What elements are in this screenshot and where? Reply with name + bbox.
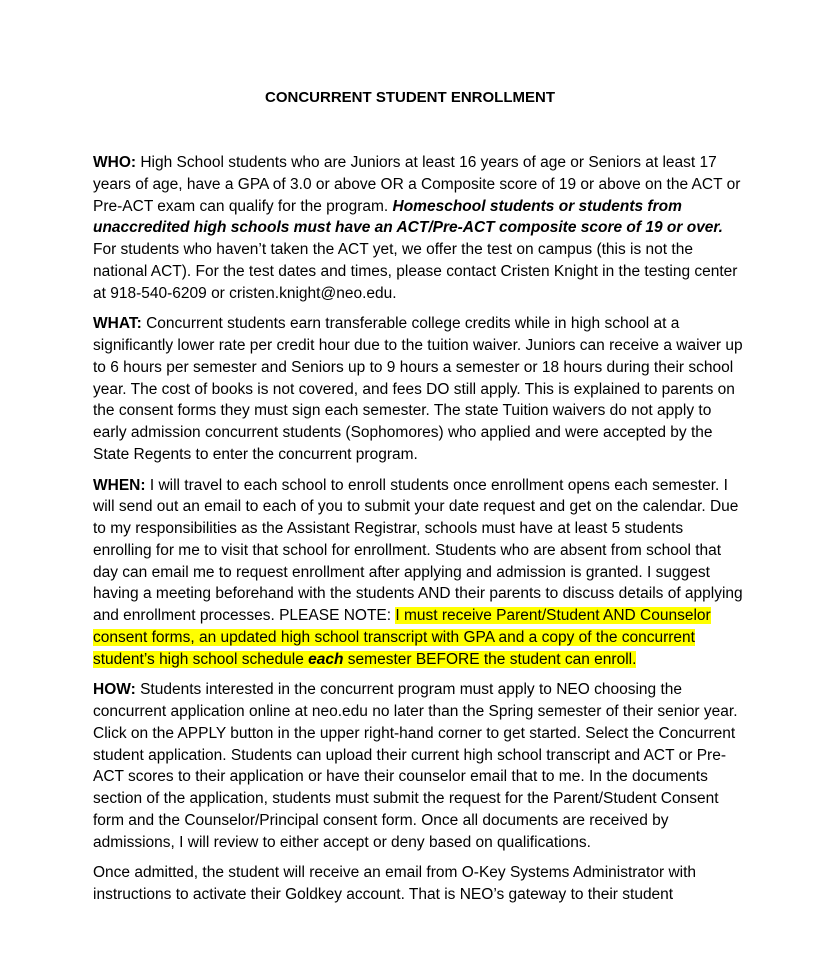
when-paragraph [93, 475, 743, 671]
when-highlight-emphasis: each [308, 650, 344, 668]
who-paragraph [93, 152, 743, 304]
who-label: WHO: [93, 154, 137, 171]
how-paragraph [93, 679, 743, 853]
when-label: WHEN: [93, 476, 146, 494]
what-label: WHAT: [93, 315, 142, 333]
who-text-1: High School students who are Juniors at least 16 years of age or Seniors at least 17 years of age, have a GPA of 3.0 or above OR a Composite score of 19 or above on the ACT or Pre-ACT exam can qualify for the program. [93, 154, 741, 215]
how-text: Students interested in the concurrent program must apply to NEO choosing the concurrent application online at neo.edu no later than the Spring semester of their senior year. Click on the APPLY button in the upper right-hand corner to get started. Select the Concurrent student application. Students can upload their current high school transcript and ACT or Pre-ACT scores to their application or have their counselor email that to me. In the documents section of the application, students must submit the request for the Parent/Student Consent form and the Counselor/Principal consent form. Once all documents are received by admissions, I will review to either accept or deny based on qualifications. [93, 681, 738, 851]
when-text: I will travel to each school to enroll students once enrollment opens each semester. I will send out an email to each of you to submit your date request and get on the calendar. Due to my responsibilities as the Assistant Registrar, schools must have at least 5 students enrolling for me to visit that school for enrollment. Students who are absent from school that day can email me to request enrollment after applying and admission is granted. I suggest having a meeting beforehand with the students AND their parents to discuss details of applying and enrollment processes. PLEASE NOTE: [93, 476, 743, 624]
when-highlight-1: I must receive Parent/Student AND Counselor consent forms, an updated high school transcript with GPA and a copy of the concurrent student’s high school schedule [93, 607, 711, 668]
admitted-paragraph [93, 862, 743, 906]
what-paragraph [93, 313, 743, 465]
what-text: Concurrent students earn transferable college credits while in high school at a significantly lower rate per credit hour due to the tuition waiver. Juniors can receive a waiver up to 6 hours per semester and Seniors up to 9 hours a semester or 18 hours during their school year. The cost of books is not covered, and fees DO still apply. This is explained to parents on the consent forms they must sign each semester. The state Tuition waivers do not apply to early admission concurrent students (Sophomores) who applied and were accepted by the State Regents to enter the concurrent program. [93, 315, 743, 463]
who-text-2: For students who haven’t taken the ACT yet, we offer the test on campus (this is not the national ACT). For the test dates and times, please contact Cristen Knight in the testing center at 918-540-6209 or cristen.knight@neo.edu. [93, 241, 738, 302]
when-highlight-2: semester BEFORE the student can enroll. [343, 650, 637, 668]
page-title: CONCURRENT STUDENT ENROLLMENT [265, 89, 555, 106]
who-emphasis: Homeschool students or students from unaccredited high schools must have an ACT/Pre-ACT composite score of 19 or over. [93, 197, 723, 237]
document-body [93, 152, 743, 915]
admitted-text: Once admitted, the student will receive an email from O-Key Systems Administrator with instructions to activate their Goldkey account. That is NEO’s gateway to their student [93, 864, 697, 903]
how-label: HOW: [93, 681, 136, 699]
